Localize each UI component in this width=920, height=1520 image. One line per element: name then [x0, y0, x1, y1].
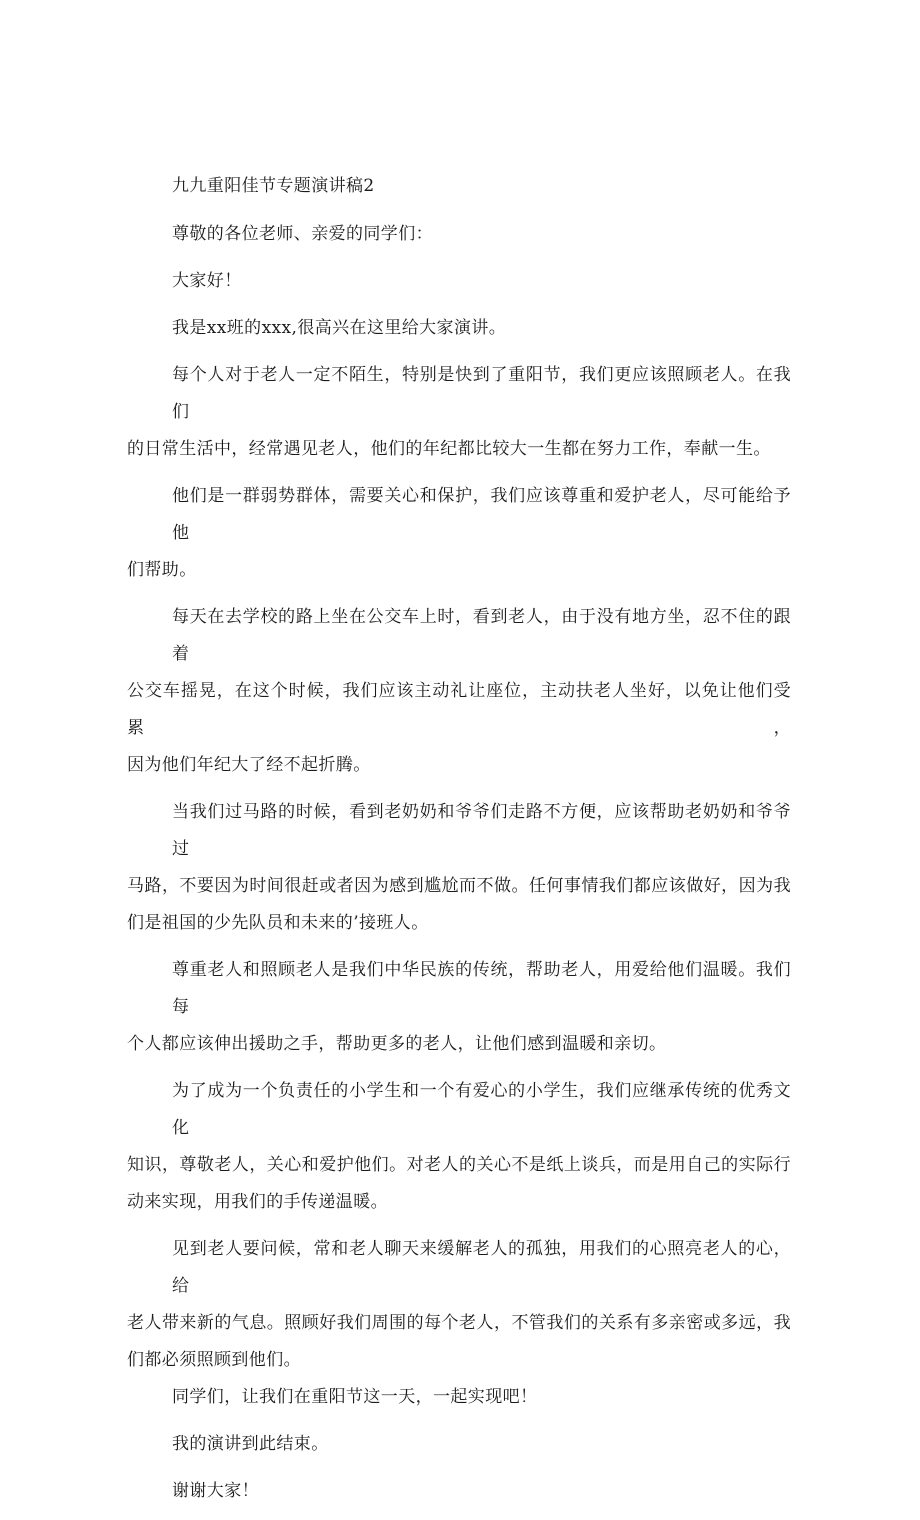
paragraph-2 [127, 478, 791, 589]
closing-call: 同学们，让我们在重阳节这一天，一起实现吧！ [172, 1387, 538, 1407]
paragraph-line: 马路，不要因为时间很赶或者因为感到尴尬而不做。任何事情我们都应该做好，因为我 [127, 876, 791, 896]
paragraph-line: 公交车摇晃，在这个时候，我们应该主动礼让座位，主动扶老人坐好，以免让他们受累， [127, 681, 791, 738]
paragraph-1 [127, 357, 791, 468]
paragraph-line: 们帮助。 [127, 560, 197, 580]
paragraph-4 [127, 794, 791, 942]
paragraph-6 [127, 1073, 791, 1221]
thanks-line: 谢谢大家！ [172, 1481, 259, 1501]
paragraph-line: 为了成为一个负责任的小学生和一个有爱心的小学生，我们应继承传统的优秀文化 [172, 1081, 791, 1138]
paragraph-3 [127, 599, 791, 784]
document-title: 九九重阳佳节专题演讲稿2 [172, 176, 375, 196]
paragraph-line: 当我们过马路的时候，看到老奶奶和爷爷们走路不方便，应该帮助老奶奶和爷爷过 [172, 802, 791, 859]
paragraph-line: 老人带来新的气息。照顾好我们周围的每个老人，不管我们的关系有多亲密或多远，我 [127, 1313, 791, 1333]
paragraph-line: 动来实现，用我们的手传递温暖。 [127, 1192, 388, 1212]
paragraph-line: 因为他们年纪大了经不起折腾。 [127, 755, 371, 775]
paragraph-line: 每天在去学校的路上坐在公交车上时，看到老人，由于没有地方坐，忍不住的跟着 [172, 607, 791, 664]
paragraph-line: 知识，尊敬老人，关心和爱护他们。对老人的关心不是纸上谈兵，而是用自己的实际行 [127, 1155, 791, 1175]
paragraph-line: 他们是一群弱势群体，需要关心和保护，我们应该尊重和爱护老人，尽可能给予他 [172, 486, 791, 543]
speech-document [127, 168, 791, 1520]
paragraph-7 [127, 1231, 791, 1379]
paragraph-line: 个人都应该伸出援助之手，帮助更多的老人，让他们感到温暖和亲切。 [127, 1034, 667, 1054]
paragraph-line: 每个人对于老人一定不陌生，特别是快到了重阳节，我们更应该照顾老人。在我们 [172, 365, 791, 422]
greeting: 大家好！ [172, 271, 242, 291]
paragraph-line: 尊重老人和照顾老人是我们中华民族的传统，帮助老人，用爱给他们温暖。我们每 [172, 960, 791, 1017]
intro-line: 我是xx班的xxx,很高兴在这里给大家演讲。 [172, 318, 507, 338]
ending-line: 我的演讲到此结束。 [172, 1434, 329, 1454]
salutation: 尊敬的各位老师、亲爱的同学们： [172, 224, 433, 244]
paragraph-line: 见到老人要问候，常和老人聊天来缓解老人的孤独，用我们的心照亮老人的心，给 [172, 1239, 791, 1296]
paragraph-line: 们都必须照顾到他们。 [127, 1350, 301, 1370]
paragraph-line: 们是祖国的少先队员和未来的’接班人。 [127, 913, 429, 933]
paragraph-5 [127, 952, 791, 1063]
paragraph-line: 的日常生活中，经常遇见老人，他们的年纪都比较大一生都在努力工作，奉献一生。 [127, 439, 771, 459]
